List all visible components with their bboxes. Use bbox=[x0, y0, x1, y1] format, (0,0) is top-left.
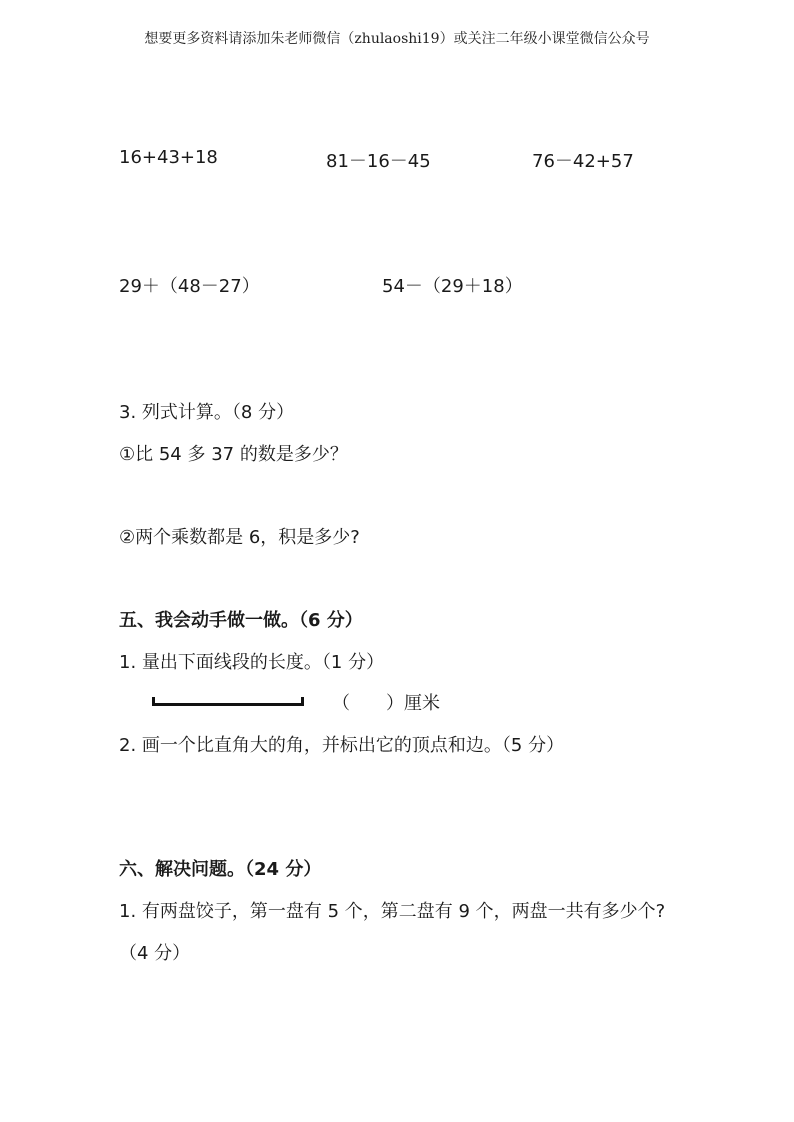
segment-right-end bbox=[301, 697, 304, 706]
section6-q1: 1. 有两盘饺子，第一盘有 5 个，第二盘有 9 个，两盘一共有多少个? bbox=[119, 901, 666, 922]
expression-1: 16+43+18 bbox=[119, 147, 218, 168]
q3-item-1: ①比 54 多 37 的数是多少？ bbox=[119, 444, 348, 465]
section5-title: 五、我会动手做一做。（6 分） bbox=[119, 610, 363, 631]
expression-2: 81－16－45 bbox=[326, 151, 431, 172]
expression-4: 29＋（48－27） bbox=[119, 276, 260, 297]
section6-q1-score: （4 分） bbox=[119, 943, 191, 964]
section6-title: 六、解决问题。（24 分） bbox=[119, 859, 322, 880]
segment-bar bbox=[152, 703, 304, 706]
q3-item-2: ②两个乘数都是 6，积是多少? bbox=[119, 527, 360, 548]
expression-3: 76－42+57 bbox=[532, 151, 634, 172]
page-header-note: 想要更多资料请添加朱老师微信（zhulaoshi19）或关注二年级小课堂微信公众号 bbox=[144, 31, 650, 47]
section5-q2: 2. 画一个比直角大的角，并标出它的顶点和边。（5 分） bbox=[119, 735, 565, 756]
q3-title: 3. 列式计算。（8 分） bbox=[119, 402, 295, 423]
answer-blank-centimeters: （ ）厘米 bbox=[332, 693, 440, 714]
segment-left-end bbox=[152, 697, 155, 706]
expression-5: 54－（29＋18） bbox=[382, 276, 523, 297]
line-segment bbox=[152, 697, 304, 706]
section5-q1: 1. 量出下面线段的长度。（1 分） bbox=[119, 652, 385, 673]
